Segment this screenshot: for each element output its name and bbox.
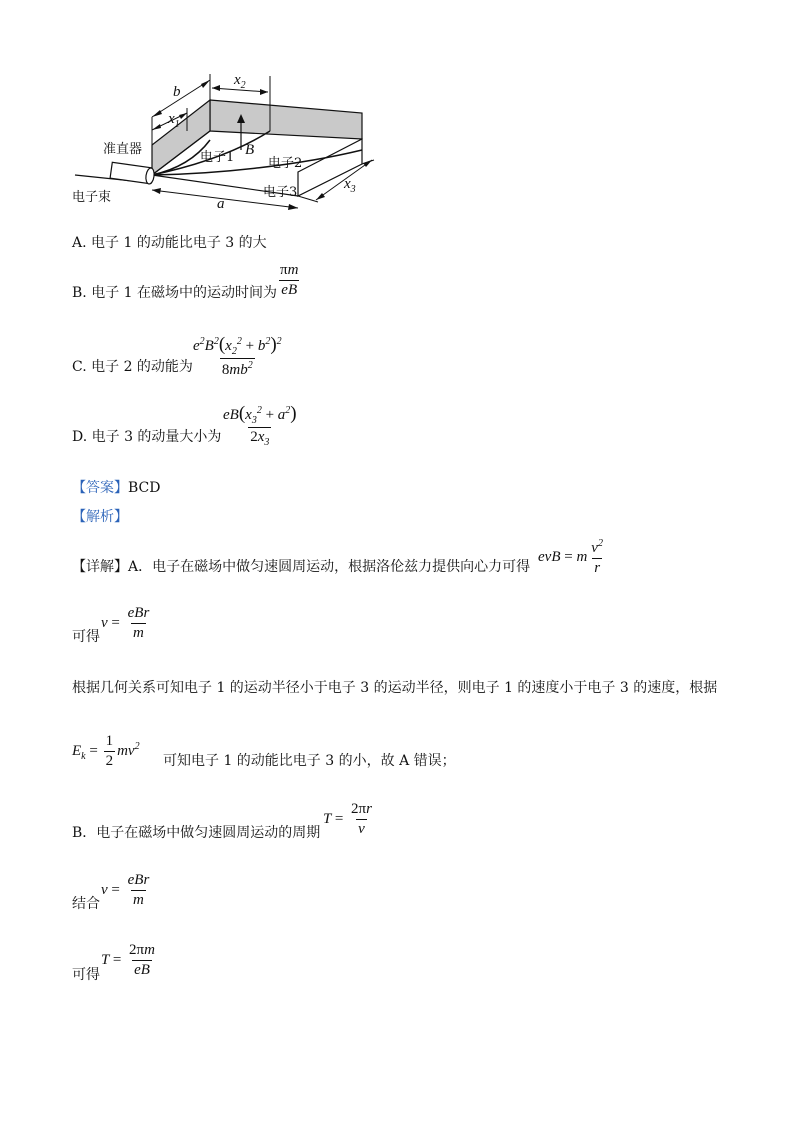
option-d (72, 426, 221, 446)
option-c (72, 356, 193, 376)
label-x2: $x_2$ (234, 72, 246, 91)
detail-a-line-4: 可知电子 1 的动能比电子 3 的小，故 A 错误； (163, 753, 456, 769)
analysis-heading (72, 506, 128, 526)
option-b (72, 282, 277, 302)
formula-t-2pim-eb: T = $\frac{2\pi m}{eB}$ (101, 942, 155, 978)
label-electron-3: 电子3 (263, 185, 298, 200)
formula-evb: evB = m $\frac{v^2}{r}$ (538, 538, 603, 576)
label-B: B (245, 142, 255, 158)
option-c-formula: $\frac{e^2B^2(x_2^2 + b^2)^2}{8mb^2}$ (193, 334, 282, 378)
formula-ek: $E_k$ = $\frac{1}{2}$ $mv^2$ (72, 733, 140, 769)
collimator-icon (110, 162, 155, 184)
detail-b-line-3: 可得 (72, 967, 100, 983)
detail-b-line-2: 结合 (72, 896, 100, 912)
option-d-text: D. 电子 3 的动量大小为 (72, 429, 222, 445)
answer-value: BCD (128, 480, 161, 496)
label-electron-beam: 电子束 (72, 190, 112, 205)
answer-tag: 【答案】 (72, 480, 128, 496)
back-wall-shaded (210, 100, 362, 139)
detail-a-line-1: 【详解】A．电子在磁场中做匀速圆周运动，根据洛伦兹力提供向心力可得 (72, 559, 531, 575)
detail-a-line-2: 可得 (72, 629, 100, 645)
label-a: a (217, 196, 225, 212)
analysis-tag: 【解析】 (72, 509, 128, 525)
option-a: A. 电子 1 的动能比电子 3 的大 (72, 235, 267, 251)
label-x1: $x_1$ (168, 111, 180, 130)
formula-v-ebr-m-2: v = $\frac{\text{eBr}}{m}$ (101, 872, 150, 908)
label-b: b (173, 84, 181, 100)
formula-v-ebr-m: v = $\frac{\text{eBr}}{m}$ (101, 605, 150, 641)
label-electron-1: 电子1 (200, 150, 235, 165)
label-electron-2: 电子2 (268, 156, 303, 171)
detail-b-line-1: B．电子在磁场中做匀速圆周运动的周期 (72, 825, 321, 841)
label-collimator: 准直器 (103, 142, 143, 157)
option-b-text: B. 电子 1 在磁场中的运动时间为 (72, 285, 277, 301)
answer-line (72, 477, 160, 497)
formula-period: T = $\frac{2\pi r}{v}$ (323, 801, 372, 837)
option-d-formula: $\frac{eB(x_3^2 + a^2)}{2x_3}$ (223, 403, 297, 448)
option-c-text: C. 电子 2 的动能为 (72, 359, 193, 375)
label-x3: $x_3$ (344, 176, 356, 195)
option-b-formula: $\frac{\pi m}{eB}$ (280, 262, 299, 298)
detail-a-line-3: 根据几何关系可知电子 1 的运动半径小于电子 3 的运动半径，则电子 1 的速度小于电子 3 的速度，根据 (72, 680, 718, 696)
detail-tag: 【详解】 (72, 559, 128, 575)
